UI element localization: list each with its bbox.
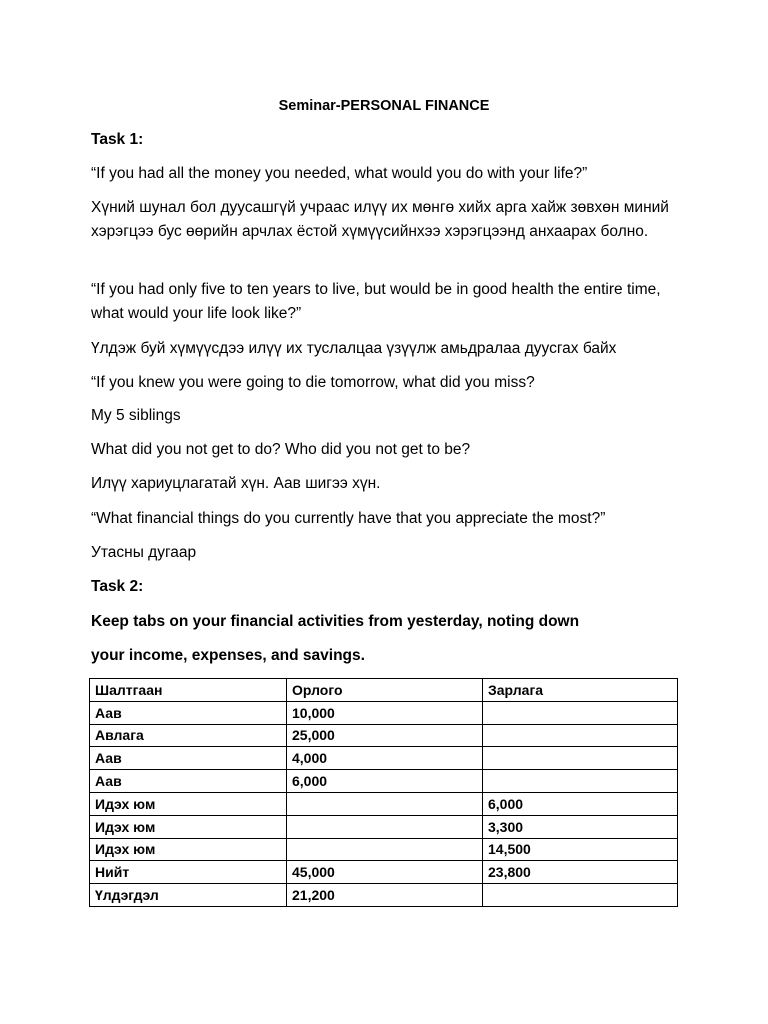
table-cell: 6,000 bbox=[287, 770, 483, 793]
table-cell: 14,500 bbox=[483, 838, 678, 861]
table-row bbox=[90, 838, 678, 861]
table-row bbox=[90, 770, 678, 793]
table-cell: 4,000 bbox=[287, 747, 483, 770]
page-title: Seminar-PERSONAL FINANCE bbox=[278, 98, 490, 114]
question-4: What did you not get to do? Who did you not get to be? bbox=[91, 441, 471, 458]
question-2: “If you had only five to ten years to live, but would be in good health the entire time, what would your life look like?” bbox=[91, 281, 661, 322]
table-cell: Аав bbox=[90, 770, 287, 793]
task2-heading: Task 2: bbox=[91, 578, 144, 595]
task2-instruction-line-1: Keep tabs on your financial activities from yesterday, noting down bbox=[91, 613, 580, 630]
question-1: “If you had all the money you needed, what would you do with your life?” bbox=[91, 165, 588, 182]
table-cell: 3,300 bbox=[483, 815, 678, 838]
table-cell: 23,800 bbox=[483, 861, 678, 884]
table-cell bbox=[483, 724, 678, 747]
table-row-total bbox=[90, 861, 678, 884]
table-cell bbox=[483, 884, 678, 907]
table-cell: 21,200 bbox=[287, 884, 483, 907]
table-cell: Идэх юм bbox=[90, 815, 287, 838]
table-header: Зарлага bbox=[483, 679, 678, 702]
finance-table bbox=[89, 678, 678, 907]
table-cell: Аав bbox=[90, 701, 287, 724]
answer-3: My 5 siblings bbox=[91, 407, 181, 424]
table-cell: Авлага bbox=[90, 724, 287, 747]
table-header: Орлого bbox=[287, 679, 483, 702]
table-cell bbox=[287, 792, 483, 815]
table-cell: 45,000 bbox=[287, 861, 483, 884]
table-cell: Нийт bbox=[90, 861, 287, 884]
table-cell bbox=[287, 838, 483, 861]
table-cell bbox=[483, 701, 678, 724]
table-cell: 6,000 bbox=[483, 792, 678, 815]
table-row bbox=[90, 701, 678, 724]
task2-instruction-line-2: your income, expenses, and savings. bbox=[91, 647, 365, 664]
table-cell bbox=[483, 770, 678, 793]
table-cell: Үлдэгдэл bbox=[90, 884, 287, 907]
answer-5: Утасны дугаар bbox=[91, 544, 197, 561]
table-header-row bbox=[90, 679, 678, 702]
table-row bbox=[90, 747, 678, 770]
answer-2: Үлдэж буй хүмүүсдээ илүү их туслалцаа үзүүлж амьдралаа дуусгах байх bbox=[91, 340, 617, 357]
question-5: “What financial things do you currently have that you appreciate the most?” bbox=[91, 510, 606, 527]
table-cell bbox=[483, 747, 678, 770]
table-header: Шалтгаан bbox=[90, 679, 287, 702]
table-cell: Идэх юм bbox=[90, 792, 287, 815]
answer-1: Хүний шунал бол дуусашгүй учраас илүү их мөнгө хийх арга хайж зөвхөн миний хэрэгцээ бус өөрийн арчлах ёстой хүмүүсийнхээ хэрэгцээнд анхаарах болно. bbox=[91, 199, 669, 240]
table-row bbox=[90, 724, 678, 747]
answer-4: Илүү хариуцлагатай хүн. Аав шигээ хүн. bbox=[91, 475, 381, 492]
table-row bbox=[90, 815, 678, 838]
table-cell: 10,000 bbox=[287, 701, 483, 724]
table-row-balance bbox=[90, 884, 678, 907]
table-cell: 25,000 bbox=[287, 724, 483, 747]
question-3: “If you knew you were going to die tomorrow, what did you miss? bbox=[91, 374, 535, 391]
table-row bbox=[90, 792, 678, 815]
table-cell: Идэх юм bbox=[90, 838, 287, 861]
table-cell bbox=[287, 815, 483, 838]
task1-heading: Task 1: bbox=[91, 131, 144, 148]
table-cell: Аав bbox=[90, 747, 287, 770]
